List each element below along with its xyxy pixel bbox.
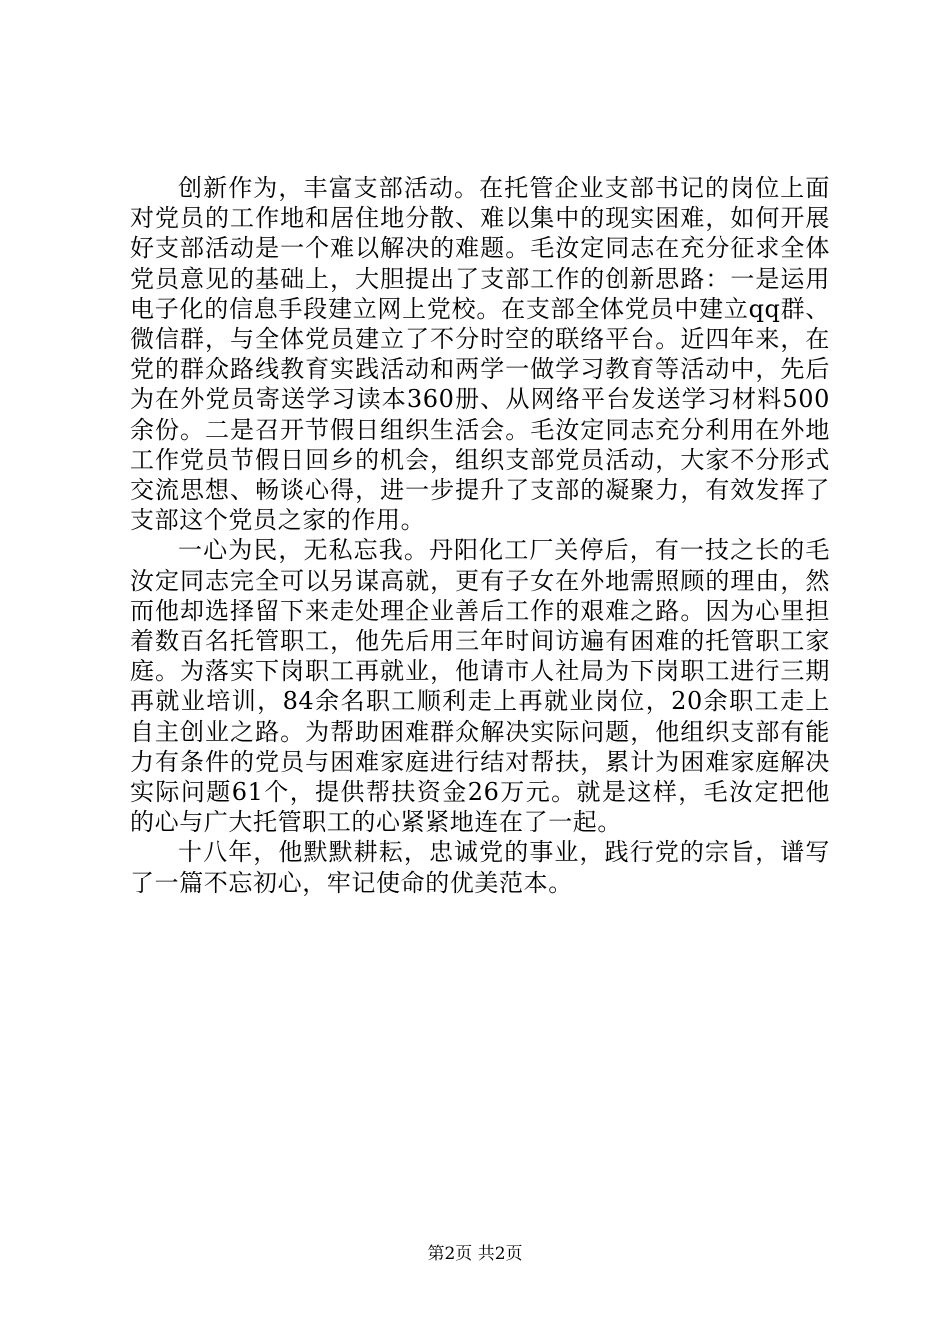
paragraph-conclusion: 十八年，他默默耕耘，忠诚党的事业，践行党的宗旨，谱写了一篇不忘初心，牢记使命的优美范本。	[130, 838, 830, 897]
document-body	[130, 173, 830, 898]
paragraph-devotion: 一心为民，无私忘我。丹阳化工厂关停后，有一技之长的毛汝定同志完全可以另谋高就，更有子女在外地需照顾的理由，然而他却选择留下来走处理企业善后工作的艰难之路。因为心里担着数百名托管职工，他先后用三年时间访遍有困难的托管职工家庭。为落实下岗职工再就业，他请市人社局为下岗职工进行三期再就业培训，84余名职工顺利走上再就业岗位，20余职工走上自主创业之路。为帮助困难群众解决实际问题，他组织支部有能力有条件的党员与困难家庭进行结对帮扶，累计为困难家庭解决实际问题61个，提供帮扶资金26万元。就是这样，毛汝定把他的心与广大托管职工的心紧紧地连在了一起。	[130, 536, 830, 837]
paragraph-innovation: 创新作为，丰富支部活动。在托管企业支部书记的岗位上面对党员的工作地和居住地分散、难以集中的现实困难，如何开展好支部活动是一个难以解决的难题。毛汝定同志在充分征求全体党员意见的基础上，大胆提出了支部工作的创新思路：一是运用电子化的信息手段建立网上党校。在支部全体党员中建立qq群、微信群，与全体党员建立了不分时空的联络平台。近四年来，在党的群众路线教育实践活动和两学一做学习教育等活动中，先后为在外党员寄送学习读本360册、从网络平台发送学习材料500余份。二是召开节假日组织生活会。毛汝定同志充分利用在外地工作党员节假日回乡的机会，组织支部党员活动，大家不分形式交流思想、畅谈心得，进一步提升了支部的凝聚力，有效发挥了支部这个党员之家的作用。	[130, 174, 830, 535]
page-number-footer: 第2页 共2页	[427, 1244, 523, 1264]
